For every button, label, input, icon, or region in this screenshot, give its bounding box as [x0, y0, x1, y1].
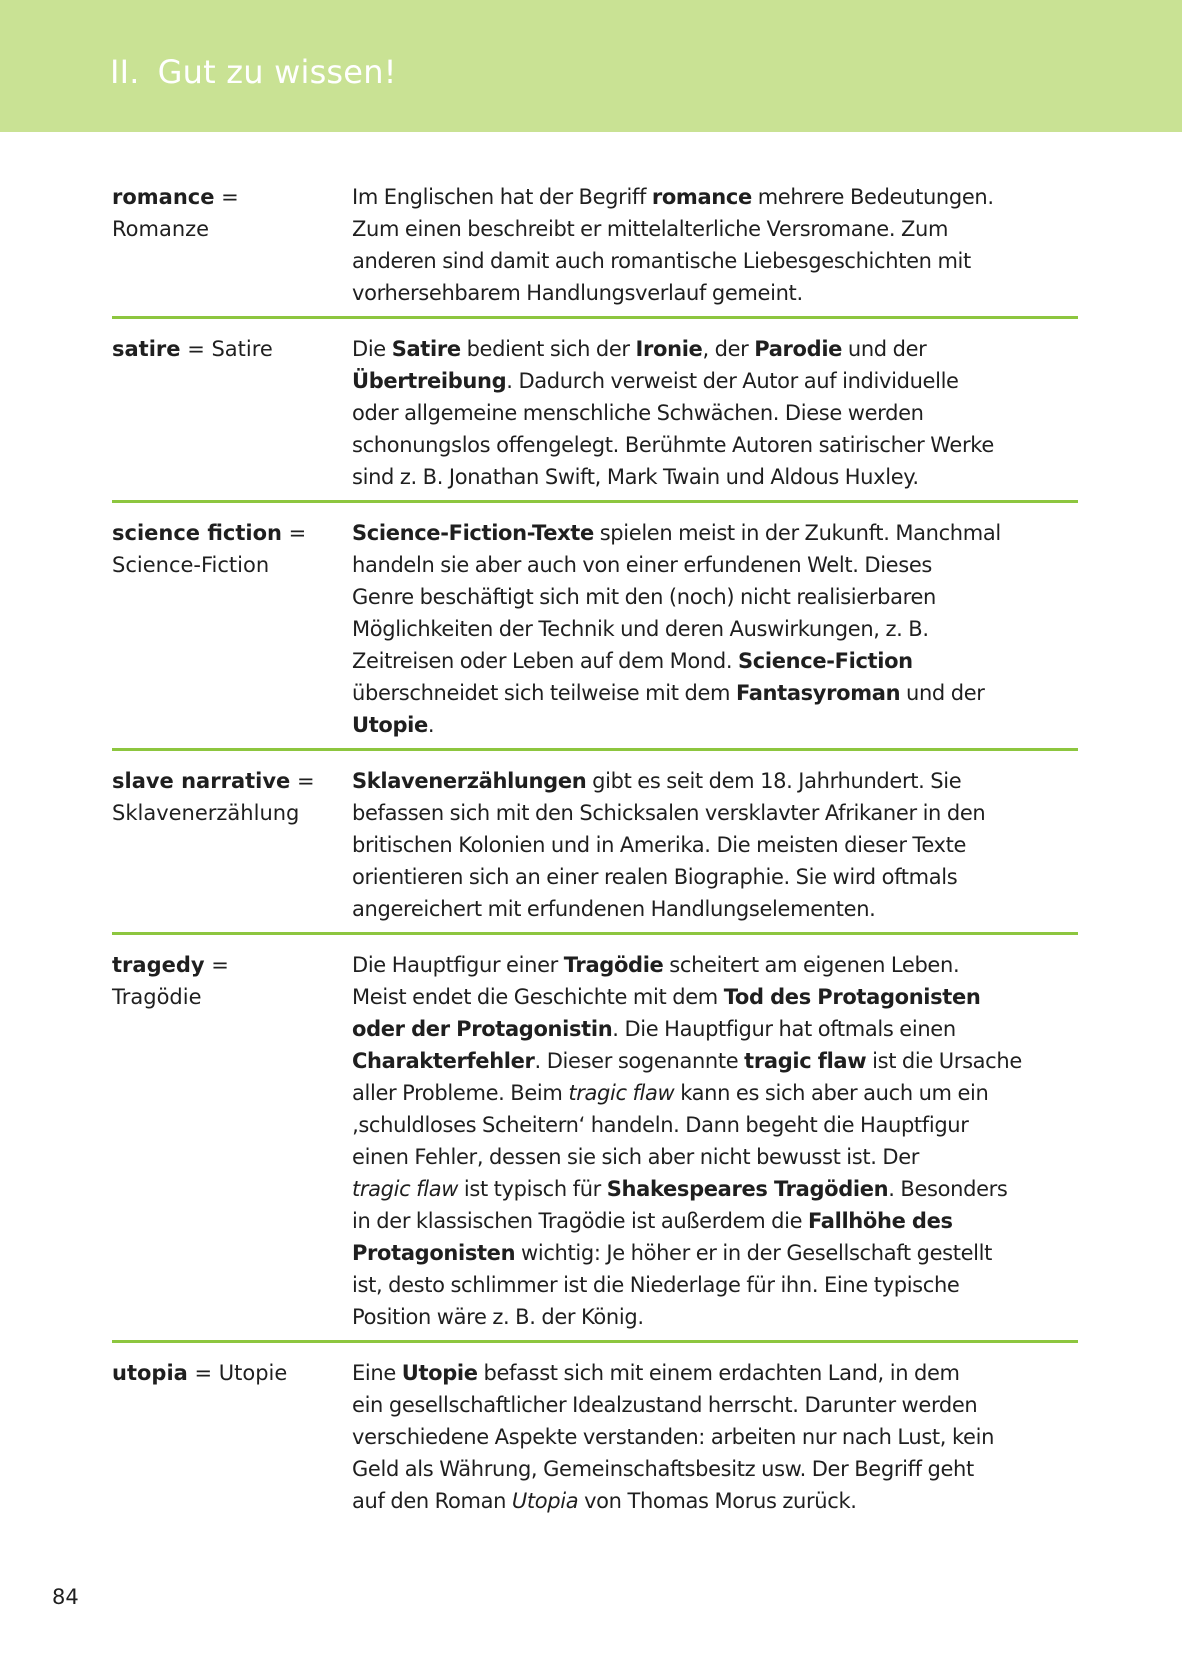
- term-separator: =: [290, 769, 315, 793]
- page-number: 84: [52, 1585, 79, 1609]
- definition-line: [352, 765, 1078, 797]
- text-segment: Zum einen beschreibt er mittelalterliche Versromane. Zum: [352, 217, 949, 241]
- term-separator: =: [214, 185, 239, 209]
- term-line: [112, 333, 352, 365]
- text-segment: Meist endet die Geschichte mit dem: [352, 985, 724, 1009]
- glossary-term: [112, 949, 352, 1333]
- definition-line: [352, 613, 1078, 645]
- bold-term: Fantasyroman: [735, 681, 901, 705]
- glossary-term: [112, 1357, 352, 1517]
- glossary-definition: [352, 181, 1078, 309]
- text-segment: überschneidet sich teilweise mit dem: [352, 681, 736, 705]
- definition-line: [352, 549, 1078, 581]
- glossary-definition: [352, 949, 1078, 1333]
- glossary-entry: [112, 181, 1078, 319]
- term-german: Science-Fiction: [112, 553, 270, 577]
- definition-line: [352, 461, 1078, 493]
- definition-line: [352, 517, 1078, 549]
- term-line: [112, 949, 352, 981]
- term-separator: = Utopie: [187, 1361, 288, 1385]
- term-separator: =: [281, 521, 307, 545]
- definition-line: [352, 645, 1078, 677]
- definition-line: [352, 1205, 1078, 1237]
- bold-term: Protagonisten: [352, 1241, 516, 1265]
- bold-term: Fallhöhe des: [808, 1209, 953, 1233]
- text-segment: und der: [842, 337, 927, 361]
- term-line: [112, 765, 352, 797]
- text-segment: oder allgemeine menschliche Schwächen. Diese werden: [352, 401, 924, 425]
- text-segment: in der klassischen Tragödie ist außerdem die: [352, 1209, 809, 1233]
- section-title-text: Gut zu wissen!: [157, 53, 397, 91]
- bold-term: Tragödie: [563, 953, 664, 977]
- definition-line: [352, 1301, 1078, 1333]
- definition-line: [352, 1237, 1078, 1269]
- definition-line: [352, 429, 1078, 461]
- text-segment: handeln sie aber auch von einer erfundenen Welt. Dieses: [352, 553, 932, 577]
- header-band: [0, 0, 1182, 132]
- glossary-term: [112, 333, 352, 493]
- italic-term: tragic flaw: [352, 1177, 459, 1201]
- term-english: satire: [112, 337, 181, 361]
- definition-line: [352, 893, 1078, 925]
- text-segment: Möglichkeiten der Technik und deren Auswirkungen, z. B.: [352, 617, 929, 641]
- definition-line: [352, 1045, 1078, 1077]
- text-segment: Die Hauptfigur einer: [352, 953, 564, 977]
- bold-term: Ironie: [635, 337, 703, 361]
- definition-line: [352, 1389, 1078, 1421]
- definition-line: [352, 333, 1078, 365]
- term-english: science fiction: [112, 521, 282, 545]
- text-segment: einen Fehler, dessen sie sich aber nicht bewusst ist. Der: [352, 1145, 920, 1169]
- term-german: Tragödie: [112, 985, 202, 1009]
- definition-line: [352, 1421, 1078, 1453]
- text-segment: scheitert am eigenen Leben.: [663, 953, 960, 977]
- definition-line: [352, 245, 1078, 277]
- bold-term: Charakterfehler: [352, 1049, 535, 1073]
- bold-term: Utopie: [401, 1361, 478, 1385]
- text-segment: kann es sich aber auch um ein: [674, 1081, 989, 1105]
- text-segment: ein gesellschaftlicher Idealzustand herrscht. Darunter werden: [352, 1393, 978, 1417]
- definition-line: [352, 397, 1078, 429]
- definition-line: [352, 981, 1078, 1013]
- text-segment: auf den Roman: [352, 1489, 512, 1513]
- text-segment: . Besonders: [888, 1177, 1008, 1201]
- definition-line: [352, 181, 1078, 213]
- bold-term: oder der Protagonistin: [352, 1017, 613, 1041]
- text-segment: befassen sich mit den Schicksalen versklavter Afrikaner in den: [352, 801, 986, 825]
- definition-line: [352, 1453, 1078, 1485]
- glossary-definition: [352, 765, 1078, 925]
- glossary-term: [112, 517, 352, 741]
- definition-line: [352, 365, 1078, 397]
- text-segment: Eine: [352, 1361, 402, 1385]
- text-segment: britischen Kolonien und in Amerika. Die meisten dieser Texte: [352, 833, 967, 857]
- definition-line: [352, 1173, 1078, 1205]
- text-segment: ist die Ursache: [866, 1049, 1022, 1073]
- text-segment: mehrere Bedeutungen.: [751, 185, 994, 209]
- bold-term: tragic flaw: [744, 1049, 867, 1073]
- definition-line: [352, 1357, 1078, 1389]
- glossary-definition: [352, 1357, 1078, 1517]
- bold-term: Sklavenerzählungen: [352, 769, 587, 793]
- text-segment: Im Englischen hat der Begriff: [352, 185, 652, 209]
- text-segment: aller Probleme. Beim: [352, 1081, 569, 1105]
- text-segment: ‚schuldloses Scheitern‘ handeln. Dann begeht die Hauptfigur: [352, 1113, 969, 1137]
- text-segment: schonungslos offengelegt. Berühmte Autoren satirischer Werke: [352, 433, 994, 457]
- definition-line: [352, 829, 1078, 861]
- section-number: II.: [110, 53, 140, 91]
- text-segment: spielen meist in der Zukunft. Manchmal: [593, 521, 1001, 545]
- term-english: tragedy: [112, 953, 205, 977]
- bold-term: Satire: [391, 337, 461, 361]
- text-segment: , der: [702, 337, 755, 361]
- text-segment: sind z. B. Jonathan Swift, Mark Twain und Aldous Huxley.: [352, 465, 919, 489]
- text-segment: ist, desto schlimmer ist die Niederlage für ihn. Eine typische: [352, 1273, 960, 1297]
- text-segment: Zeitreisen oder Leben auf dem Mond.: [352, 649, 739, 673]
- definition-line: [352, 949, 1078, 981]
- bold-term: romance: [651, 185, 752, 209]
- glossary-entry: [112, 1357, 1078, 1524]
- term-german: Romanze: [112, 217, 210, 241]
- definition-line: [352, 1013, 1078, 1045]
- text-segment: verschiedene Aspekte verstanden: arbeiten nur nach Lust, kein: [352, 1425, 995, 1449]
- term-line: [112, 1357, 352, 1389]
- glossary-definition: [352, 333, 1078, 493]
- bold-term: Science-Fiction: [738, 649, 913, 673]
- glossary-entry: [112, 333, 1078, 503]
- text-segment: . Die Hauptfigur hat oftmals einen: [612, 1017, 956, 1041]
- italic-term: tragic flaw: [568, 1081, 675, 1105]
- text-segment: orientieren sich an einer realen Biographie. Sie wird oftmals: [352, 865, 958, 889]
- text-segment: . Dadurch verweist der Autor auf individuelle: [506, 369, 959, 393]
- section-title: [110, 50, 397, 94]
- bold-term: Übertreibung: [352, 369, 507, 393]
- definition-line: [352, 709, 1078, 741]
- text-segment: vorhersehbarem Handlungsverlauf gemeint.: [352, 281, 803, 305]
- definition-line: [352, 797, 1078, 829]
- definition-line: [352, 1141, 1078, 1173]
- definition-line: [352, 1485, 1078, 1517]
- text-segment: bedient sich der: [460, 337, 636, 361]
- glossary-entry: [112, 949, 1078, 1343]
- glossary-table: [112, 181, 1078, 1538]
- term-german: Sklavenerzählung: [112, 801, 300, 825]
- bold-term: Shakespeares Tragödien: [606, 1177, 889, 1201]
- definition-line: [352, 861, 1078, 893]
- text-segment: Position wäre z. B. der König.: [352, 1305, 644, 1329]
- text-segment: anderen sind damit auch romantische Liebesgeschichten mit: [352, 249, 971, 273]
- definition-line: [352, 1269, 1078, 1301]
- bold-term: Utopie: [352, 713, 428, 737]
- text-segment: von Thomas Morus zurück.: [578, 1489, 857, 1513]
- text-segment: ist typisch für: [458, 1177, 607, 1201]
- term-english: utopia: [112, 1361, 188, 1385]
- text-segment: angereichert mit erfundenen Handlungselementen.: [352, 897, 876, 921]
- text-segment: .: [427, 713, 435, 737]
- text-segment: . Dieser sogenannte: [534, 1049, 745, 1073]
- italic-term: Utopia: [511, 1489, 579, 1513]
- definition-line: [352, 277, 1078, 309]
- definition-line: [352, 677, 1078, 709]
- text-segment: und der: [900, 681, 985, 705]
- glossary-entry: [112, 765, 1078, 935]
- glossary-definition: [352, 517, 1078, 741]
- glossary-entry: [112, 517, 1078, 751]
- glossary-term: [112, 765, 352, 925]
- definition-line: [352, 213, 1078, 245]
- definition-line: [352, 1109, 1078, 1141]
- bold-term: Science-Fiction-Texte: [352, 521, 594, 545]
- bold-term: Parodie: [754, 337, 843, 361]
- term-separator: = Satire: [180, 337, 273, 361]
- term-line: [112, 181, 352, 213]
- text-segment: wichtig: Je höher er in der Gesellschaft gestellt: [515, 1241, 993, 1265]
- definition-line: [352, 581, 1078, 613]
- glossary-term: [112, 181, 352, 309]
- text-segment: Genre beschäftigt sich mit den (noch) nicht realisierbaren: [352, 585, 937, 609]
- term-english: slave narrative: [112, 769, 291, 793]
- text-segment: gibt es seit dem 18. Jahrhundert. Sie: [586, 769, 962, 793]
- term-english: romance: [112, 185, 215, 209]
- bold-term: Tod des Protagonisten: [723, 985, 981, 1009]
- definition-line: [352, 1077, 1078, 1109]
- text-segment: befasst sich mit einem erdachten Land, in dem: [477, 1361, 960, 1385]
- term-line: [112, 517, 352, 549]
- text-segment: Die: [352, 337, 392, 361]
- term-separator: =: [204, 953, 229, 977]
- text-segment: Geld als Währung, Gemeinschaftsbesitz usw. Der Begriff geht: [352, 1457, 974, 1481]
